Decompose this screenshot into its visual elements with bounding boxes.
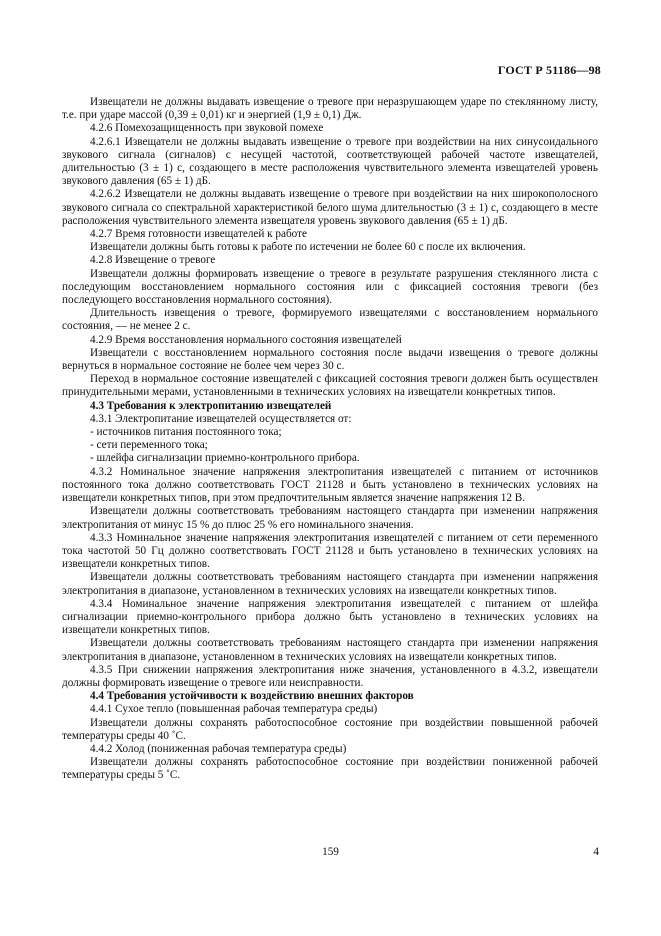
- paragraph: 4.3.5 При снижении напряжения электропитания ниже значения, установленного в 4.3.2, извещатели должны формировать извещение о тревоге или неисправности.: [62, 663, 598, 689]
- document-header: ГОСТ Р 51186—98: [497, 63, 601, 77]
- page-number: 159: [322, 846, 339, 858]
- paragraph: Извещатели должны сохранять работоспособное состояние при воздействии повышенной рабочей температуры среды 40 ˚С.: [62, 716, 598, 742]
- list-item: - сети переменного тока;: [90, 439, 208, 452]
- section-heading: 4.2.9 Время восстановления нормального состояния извещателей: [90, 333, 402, 346]
- section-heading: 4.2.7 Время готовности извещателей к работе: [90, 228, 307, 241]
- section-heading: 4.4.2 Холод (пониженная рабочая температура среды): [90, 742, 347, 755]
- paragraph: 4.2.6.2 Извещатели не должны выдавать извещение о тревоге при воздействии на них широкополосного звукового сигнала со спектральной характеристикой белого шума длительностью (3 ± 1) с, создающего в месте расположения чувствительного элемента извещателя уровень звукового давления (65 ± 1) дБ.: [62, 188, 598, 227]
- paragraph: 4.3.2 Номинальное значение напряжения электропитания извещателей с питанием от источников постоянного тока должно соответствовать ГОСТ 21128 и быть установлено в технических условиях на извещатели конкретных типов, при этом предпочтительным является значение напряжения 12 В.: [62, 465, 598, 505]
- paragraph: Извещатели должны формировать извещение о тревоге в результате разрушения стеклянного листа с последующим восстановлением нормального состояния или с фиксацией состояния тревоги (без последующего восстановления нормального состояния).: [62, 267, 598, 307]
- paragraph: 4.2.6.1 Извещатели не должны выдавать извещение о тревоге при воздействии на них синусоидального звукового сигнала (сигналов) с несущей частотой, соответствующей рабочей частоте извещателей, длительностью (3 ± 1) с, создающего в месте расположения чувствительного элемента извещателей уровень звукового давления (65 ± 1) дБ.: [62, 135, 598, 188]
- paragraph: Переход в нормальное состояние извещателей с фиксацией состояния тревоги должен быть осуществлен принудительными мерами, установленными в технических условиях на извещатели конкретных типов.: [62, 373, 598, 399]
- paragraph: Извещатели должны быть готовы к работе по истечении не более 60 с после их включения.: [90, 241, 526, 254]
- paragraph: 4.3.1 Электропитание извещателей осуществляется от:: [90, 412, 352, 425]
- section-heading: 4.2.6 Помехозащищенность при звуковой помехе: [90, 122, 324, 135]
- paragraph: Извещатели должны соответствовать требованиям настоящего стандарта при изменении напряжения электропитания в диапазоне, установленном в технических условиях на извещатели конкретных типов.: [62, 637, 598, 663]
- paragraph: 4.3.4 Номинальное значение напряжения электропитания извещателей с питанием от шлейфа сигнализации приемно-контрольного прибора должно быть установлено в технических условиях на извещатели конкретных типов.: [62, 597, 598, 637]
- list-item: - шлейфа сигнализации приемно-контрольного прибора.: [90, 452, 360, 465]
- list-item: - источников питания постоянного тока;: [90, 426, 282, 439]
- paragraph: 4.3.3 Номинальное значение напряжения электропитания извещателей с питанием от сети переменного тока частотой 50 Гц должно соответствовать ГОСТ 21128 и быть установлено в технических условиях на извещатели конкретных типов.: [62, 531, 598, 571]
- paragraph: Извещатели не должны выдавать извещение о тревоге при неразрушающем ударе по стеклянному листу, т.е. при ударе массой (0,39 ± 0,01) кг и энергией (1,9 ± 0,1) Дж.: [62, 96, 598, 122]
- paragraph: Извещатели должны сохранять работоспособное состояние при воздействии пониженной рабочей температуры среды 5 ˚С.: [62, 756, 598, 782]
- bold-section-heading: 4.4 Требования устойчивости к воздействию внешних факторов: [90, 690, 414, 703]
- paragraph: Извещатели с восстановлением нормального состояния после выдачи извещения о тревоге должны вернуться в нормальное состояние не более чем через 30 с.: [62, 346, 598, 373]
- paragraph: Извещатели должны соответствовать требованиям настоящего стандарта при изменении напряжения электропитания в диапазоне, установленном в технических условиях на извещатели конкретных типов.: [62, 571, 598, 597]
- section-heading: 4.2.8 Извещение о тревоге: [90, 254, 216, 267]
- paragraph: Извещатели должны соответствовать требованиям настоящего стандарта при изменении напряжения электропитания от минус 15 % до плюс 25 % его номинального значения.: [62, 505, 598, 531]
- document-body: [62, 96, 598, 783]
- section-heading: 4.4.1 Сухое тепло (повышенная рабочая температура среды): [90, 703, 378, 716]
- sheet-number: 4: [593, 846, 599, 858]
- paragraph: Длительность извещения о тревоге, формируемого извещателями с восстановлением нормального состояния, — не менее 2 с.: [62, 307, 598, 333]
- bold-section-heading: 4.3 Требования к электропитанию извещателей: [90, 399, 332, 412]
